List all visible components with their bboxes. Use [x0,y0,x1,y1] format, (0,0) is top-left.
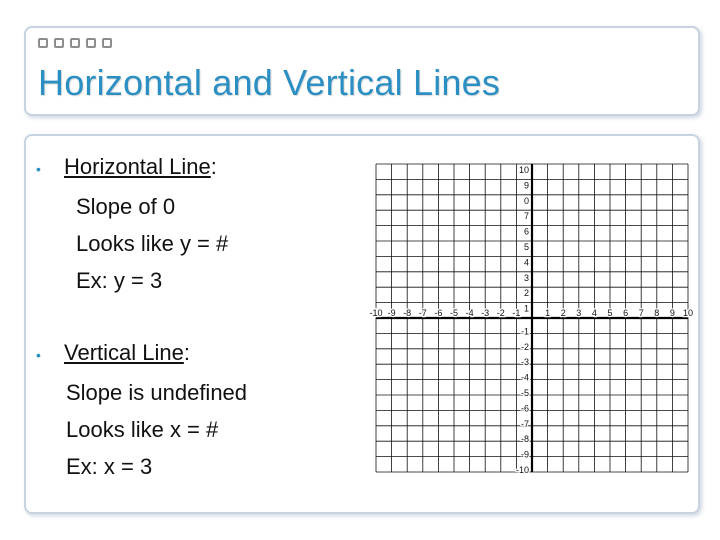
x-tick-label: 5 [607,308,613,318]
x-tick-label: 7 [638,308,644,318]
bullet-icon: • [36,347,41,363]
x-tick-label: -4 [465,308,474,318]
bullet-line: Ex: y = 3 [76,268,163,293]
y-tick-label: -1 [520,326,529,337]
x-tick-label: 10 [682,308,694,318]
y-tick-label: 0 [523,195,529,206]
y-tick-label: 4 [523,257,529,268]
x-tick-label: -7 [418,308,427,318]
square-dot-icon [70,38,80,48]
bullet-icon: • [36,161,41,177]
square-dot-icon [86,38,96,48]
y-tick-label: 1 [523,303,529,314]
x-tick-label: -8 [403,308,412,318]
x-tick-label: 3 [576,308,582,318]
x-tick-label: 6 [623,308,629,318]
y-tick-label: 2 [523,288,529,299]
x-tick-label: 1 [545,308,551,318]
x-tick-label: -9 [387,308,396,318]
y-tick-label: -3 [520,357,529,368]
x-tick-label: 8 [654,308,660,318]
bullet-line: Ex: x = 3 [66,454,153,479]
x-tick-label: -2 [496,308,505,318]
bullet-horizontal-line [34,148,228,299]
y-tick-label: -4 [520,372,529,383]
y-tick-label: -7 [520,418,529,429]
y-tick-label: -10 [515,465,529,475]
x-tick-label: -5 [449,308,459,318]
x-tick-label: -3 [481,308,490,318]
coordinate-grid-svg [369,162,694,475]
y-tick-label: 5 [523,242,529,252]
y-tick-label: -9 [520,449,529,460]
y-tick-label: 3 [523,272,529,283]
x-tick-label: 2 [560,308,566,318]
y-tick-label: 9 [523,180,529,191]
bullet-vertical-line [34,334,247,485]
y-tick-label: -8 [520,434,529,445]
square-dot-icon [102,38,112,48]
x-tick-label: -1 [512,308,521,318]
x-tick-label: -10 [369,308,383,318]
y-tick-label: -2 [520,341,529,352]
y-tick-label: 10 [518,165,529,175]
title-frame [24,26,700,116]
x-tick-label: 4 [591,308,597,318]
square-dot-icon [38,38,48,48]
y-tick-label: 7 [523,211,529,222]
coordinate-grid [369,162,694,475]
bullet-line: Looks like y = # [76,231,229,256]
y-tick-label: -6 [520,403,529,414]
bullet-heading: Vertical Line: [64,340,190,365]
window-dots [38,38,112,48]
bullet-heading: Horizontal Line: [64,154,217,179]
y-tick-label: 6 [523,226,529,237]
bullet-line: Looks like x = # [66,417,219,442]
y-tick-label: -5 [520,388,529,398]
x-tick-label: 9 [669,308,675,318]
slide-title: Horizontal and Vertical Lines [38,62,501,103]
bullet-line: Slope of 0 [76,194,176,219]
bullet-line: Slope is undefined [66,380,248,405]
x-tick-label: -6 [434,308,443,318]
square-dot-icon [54,38,64,48]
